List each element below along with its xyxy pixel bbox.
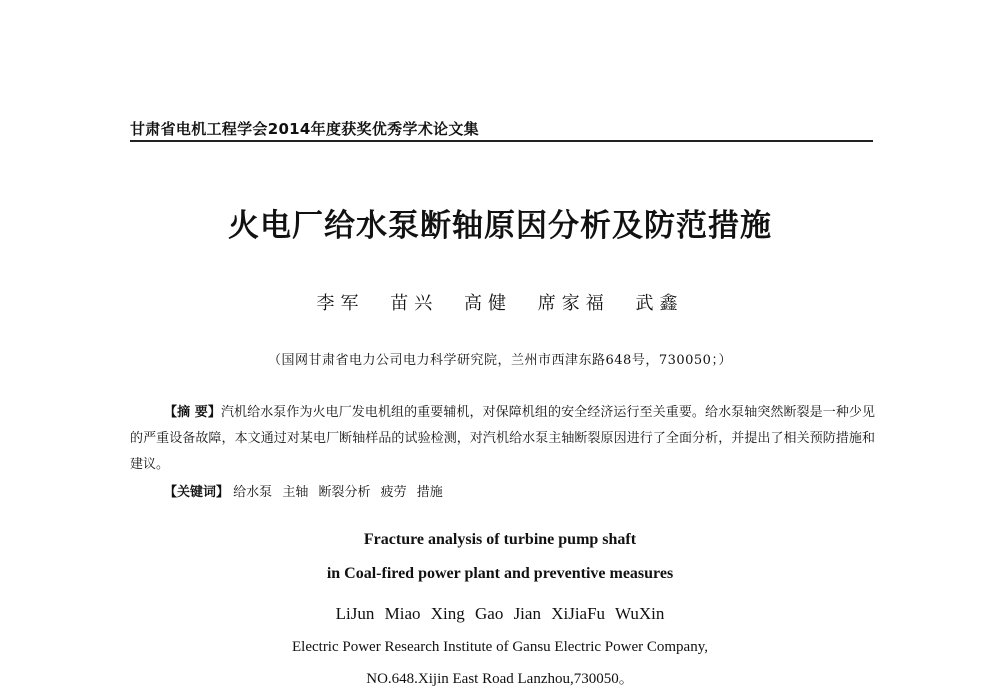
english-authors: LiJun Miao Xing Gao Jian XiJiaFu WuXin — [335, 604, 665, 623]
collection-header: 甘肃省电机工程学会2014年度获奖优秀学术论文集 — [130, 120, 479, 138]
keywords-label: 【关键词】 — [164, 485, 230, 500]
author-name: 苗兴 — [390, 293, 439, 314]
keyword: 断裂分析 — [318, 485, 371, 500]
abstract-label: 【摘 要】 — [164, 405, 221, 420]
paper-title: 火电厂给水泵断轴原因分析及防范措施 — [228, 208, 772, 244]
english-affiliation-line1: Electric Power Research Institute of Gansu Electric Power Company, — [292, 639, 708, 655]
author-name: 高健 — [464, 293, 512, 314]
keyword: 措施 — [416, 485, 443, 500]
affiliation: （国网甘肃省电力公司电力科学研究院，兰州市西津东路648号，730050；） — [268, 353, 732, 368]
keyword: 给水泵 — [233, 485, 273, 500]
english-affiliation-line2: NO.648.Xijin East Road Lanzhou,730050。 — [366, 671, 634, 687]
english-title-line2: in Coal-fired power plant and preventive measures — [326, 565, 674, 582]
keyword: 疲劳 — [380, 485, 407, 500]
author-name: 李军 — [316, 293, 365, 314]
abstract-text: 汽机给水泵作为火电厂发电机组的重要辅机，对保障机组的安全经济运行至关重要。给水泵轴突然断裂是一种少见的严重设备故障，本文通过对某电厂断轴样品的试验检测，对汽机给水泵主轴断裂原因进行了全面分析，并提出了相关预防措施和建议。 — [130, 405, 875, 472]
header-rule — [130, 140, 873, 142]
english-title-line1: Fracture analysis of turbine pump shaft — [363, 531, 637, 548]
author-list — [0, 289, 1000, 315]
author-name: 武鑫 — [635, 293, 684, 314]
keyword: 主轴 — [282, 485, 309, 500]
abstract — [130, 400, 875, 478]
author-name: 席家福 — [537, 293, 610, 314]
keywords — [164, 481, 449, 500]
